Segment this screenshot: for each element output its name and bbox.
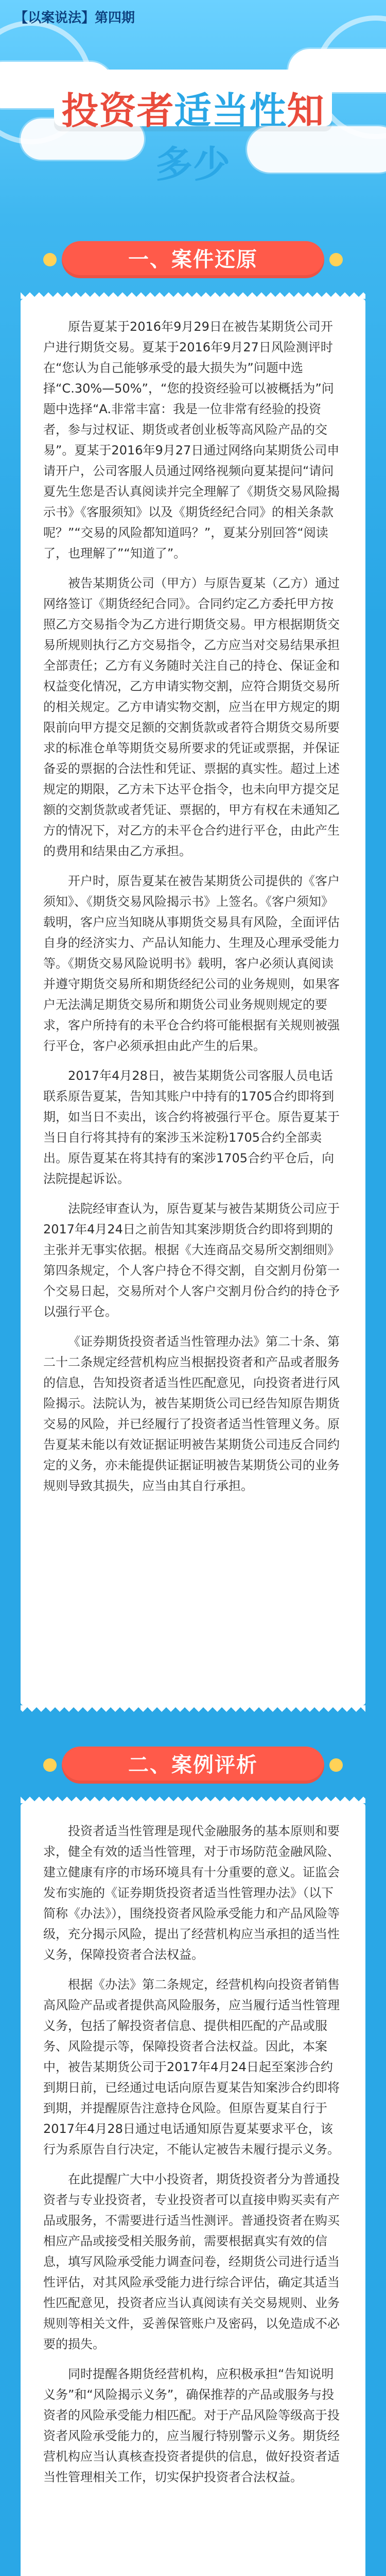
paragraph: 《证券期货投资者适当性管理办法》第二十条、第二十二条规定经营机构应当根据投资者和产品或者服务的信息，告知投资者适当性匹配意见，向投资者进行风险揭示。法院认为，被告某期货公司已经告知原告期货交易的风险，并已经履行了投资者适当性管理义务。原告夏某未能以有效证据证明被告某期货公司违反合同约定的义务，亦未能提供证据证明被告某期货公司的业务规则导致其损失，应当由其自行承担。: [43, 1334, 340, 1493]
section-header-case: [62, 241, 324, 278]
paragraph: 在此提醒广大中小投资者，期货投资者分为普通投资者与专业投资者，专业投资者可以直接申购买卖有产品或服务，不需要进行适当性测评。普通投资者在购买相应产品或接受相关服务前，需要根据真实有效的信息，填写风险承受能力调查问卷，经期货公司进行适当性评估，对其风险承受能力进行综合评估，确定其适当性匹配意见，投资者应当认真阅读有关交易规则、业务规则等相关文件，妥善保管账户及密码，以免造成不必要的损失。: [43, 2172, 340, 2351]
issue-tag: 【以案说法】第四期: [14, 10, 135, 25]
paragraph: 被告某期货公司（甲方）与原告夏某（乙方）通过网络签订《期货经纪合同》。合同约定乙方委托甲方按照乙方交易指令为乙方进行期货交易。甲方根据期货交易所规则执行乙方交易指令，乙方应当对交易结果承担全部责任；乙方有义务随时关注自己的持仓、保证金和权益变化情况，乙方申请实物交割，应符合期货交易所的相关规定。乙方申请实物交割，应当在甲方规定的期限前向甲方提交足额的交割货款或者符合期货交易所要求的标准仓单等期货交易所要求的凭证或票据，并保证备妥的票据的合法性和凭证、票据的真实性。超过上述规定的期限，乙方未下达平仓指令，也未向甲方提交足额的交割货款或者凭证、票据的，甲方有权在未通知乙方的情况下，对乙方的未平仓合约进行平仓，由此产生的费用和结果由乙方承担。: [43, 576, 340, 858]
header-banner: [0, 0, 386, 185]
paragraph: 法院经审查认为，原告夏某与被告某期货公司应于2017年4月24日之前告知其案涉期货合约即将到期的主张并无事实依据。根据《大连商品交易所交割细则》第四条规定，个人客户持仓不得交割，自交割月份第一个交易日起，交易所对个人客户交割月份合约的持仓予以强行平仓。: [43, 1201, 340, 1319]
section-header-analysis: [62, 1747, 324, 1784]
title-part-2: 适当性: [174, 91, 287, 132]
paragraph: 原告夏某于2016年9月29日在被告某期货公司开户进行期货交易。夏某于2016年9月27日风险测评时在“您认为自己能够承受的最大损失为”问题中选择“C.30%—50%”，“您的投资经验可以被概括为”问题中选择“A.非常丰富：我是一位非常有经验的投资者，参与过权证、期货或者创业板等高风险产品的交易”。夏某于2016年9月27日通过网络向某期货公司申请开户，公司客服人员通过网络视频向夏某提问“请问夏先生您是否认真阅读并完全理解了《期货交易风险揭示书》《客服须知》以及《期货经纪合同》的相关条款呢？”“交易的风险都知道吗？”，夏某分别回答“阅读了，也理解了”“知道了”。: [43, 319, 340, 561]
title-part-1: 投资者: [61, 91, 174, 132]
title-part-4: 多少: [155, 144, 231, 185]
paragraph: 2017年4月28日，被告某期货公司客服人员电话联系原告夏某，告知其账户中持有的1705合约即将到期，如当日不卖出，该合约将被强行平仓。原告夏某于当日自行将其持有的案涉玉米淀粉1705合约全部卖出。原告夏某在将其持有的案涉1705合约平仓后，向法院提起诉讼。: [43, 1069, 340, 1186]
title-card: [54, 70, 332, 185]
analysis-content-card: [21, 1803, 365, 2576]
title-part-3: 知: [287, 91, 325, 132]
page-title: [54, 81, 332, 185]
case-content-card: [21, 299, 365, 1705]
paragraph: 同时提醒各期货经营机构，应积极承担“告知说明义务”和“风险揭示义务”，确保推荐的产品或服务与投资者的风险承受能力相匹配。对于产品风险等级高于投资者风险承受能力的，应当履行特别警示义务。期货经营机构应当认真核查投资者提供的信息，做好投资者适当性管理相关工作，切实保护投资者合法权益。: [43, 2367, 340, 2484]
section-title: 一、案件还原: [128, 248, 258, 271]
paragraph: 根据《办法》第二条规定，经营机构向投资者销售高风险产品或者提供高风险服务，应当履行适当性管理义务，包括了解投资者信息、提供相匹配的产品或服务、风险提示等，保障投资者合法权益。因此，本案中，被告某期货公司于2017年4月24日起至案涉合约到期日前，已经通过电话向原告夏某告知案涉合约即将到期，并提醒原告注意持仓风险。但原告夏某自行于2017年4月28日通过电话通知原告夏某要求平仓，该行为系原告自行决定，不能认定被告未履行提示义务。: [43, 1977, 340, 2157]
paragraph: 投资者适当性管理是现代金融服务的基本原则和要求，健全有效的适当性管理，对于市场防范金融风险、建立健康有序的市场环境具有十分重要的意义。证监会发布实施的《证券期货投资者适当性管理办法》（以下简称《办法》），围绕投资者风险承受能力和产品风险等级，充分揭示风险，提出了经营机构应当承担的适当性义务，保障投资者合法权益。: [43, 1824, 340, 1962]
section-title: 二、案例评析: [128, 1754, 258, 1776]
paragraph: 开户时，原告夏某在被告某期货公司提供的《客户须知》、《期货交易风险揭示书》上签名。《客户须知》载明，客户应当知晓从事期货交易具有风险，全面评估自身的经济实力、产品认知能力、生理及心理承受能力等。《期货交易风险说明书》载明，客户必须认真阅读并遵守期货交易所和期货经纪公司的业务规则，如果客户无法满足期货交易所和期货公司业务规则规定的要求，客户所持有的未平仓合约将可能根据有关规则被强行平仓，客户必须承担由此产生的后果。: [43, 874, 340, 1053]
